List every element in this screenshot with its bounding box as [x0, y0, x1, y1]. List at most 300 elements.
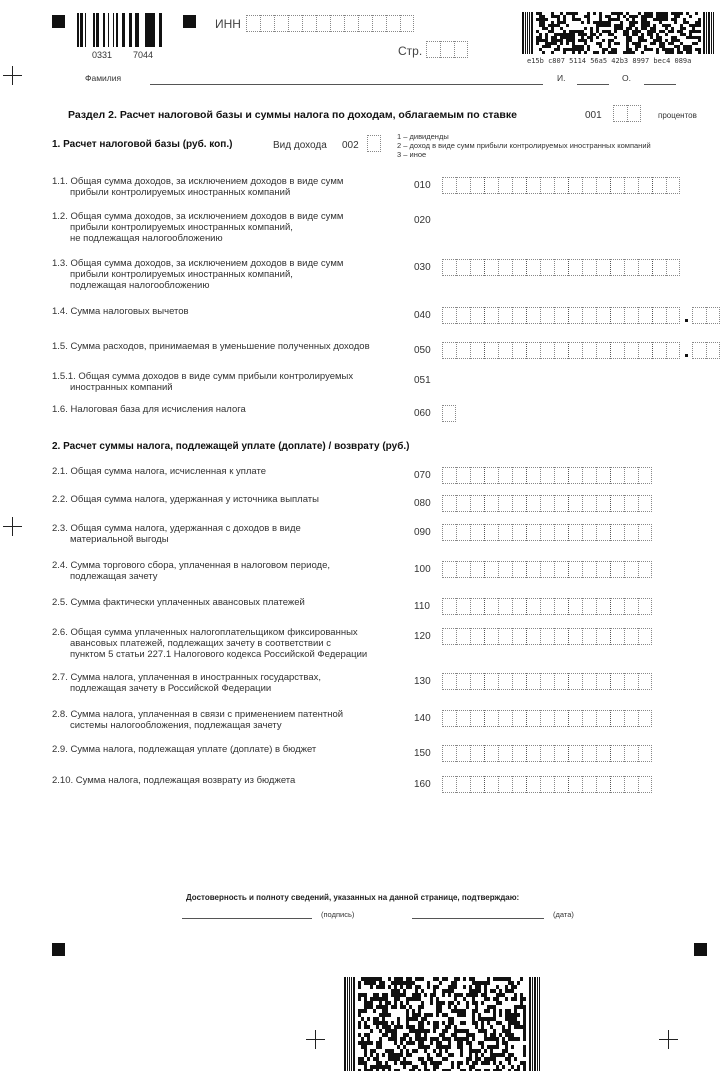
input-cell[interactable] — [498, 524, 512, 541]
input-cell[interactable] — [610, 495, 624, 512]
input-cell[interactable] — [484, 776, 498, 793]
input-cell[interactable] — [456, 495, 470, 512]
input-cell[interactable] — [442, 177, 456, 194]
input-cell[interactable] — [638, 259, 652, 276]
input-cell[interactable] — [484, 710, 498, 727]
input-cell[interactable] — [498, 598, 512, 615]
input-cell[interactable] — [638, 467, 652, 484]
input-cell[interactable] — [638, 776, 652, 793]
row-label-line: 1.2. Общая сумма доходов, за исключением доходов в виде сумм — [52, 211, 344, 222]
input-cell[interactable] — [610, 776, 624, 793]
inn-field[interactable] — [246, 15, 414, 32]
input-cell[interactable] — [624, 495, 638, 512]
input-cell[interactable] — [442, 776, 456, 793]
row-code: 150 — [414, 748, 431, 759]
input-cell[interactable] — [498, 495, 512, 512]
input-cell[interactable] — [610, 307, 624, 324]
input-cell[interactable] — [512, 524, 526, 541]
input-cell[interactable] — [442, 307, 456, 324]
input-cell[interactable] — [470, 524, 484, 541]
input-cell[interactable] — [456, 467, 470, 484]
input-cell[interactable] — [512, 673, 526, 690]
input-cell[interactable] — [706, 307, 720, 324]
input-cell[interactable] — [568, 467, 582, 484]
input-cell[interactable] — [692, 307, 706, 324]
inn-label: ИНН — [215, 17, 241, 31]
signature-field[interactable] — [182, 918, 312, 919]
input-cell[interactable] — [540, 745, 554, 762]
row-label-line: иностранных компаний — [70, 382, 173, 393]
input-cell[interactable] — [568, 628, 582, 645]
page-number-field[interactable] — [426, 41, 468, 58]
input-cell[interactable] — [568, 710, 582, 727]
input-cell[interactable] — [484, 307, 498, 324]
input-cell[interactable] — [288, 15, 302, 32]
input-cell[interactable] — [498, 307, 512, 324]
input-cell[interactable] — [610, 598, 624, 615]
date-field[interactable] — [412, 918, 544, 919]
registration-cross-icon — [659, 1030, 678, 1049]
input-cell[interactable] — [582, 710, 596, 727]
input-cell[interactable] — [568, 259, 582, 276]
input-cell[interactable] — [512, 259, 526, 276]
input-cell[interactable] — [344, 15, 358, 32]
input-cell[interactable] — [624, 307, 638, 324]
input-cell[interactable] — [568, 524, 582, 541]
input-cell[interactable] — [568, 745, 582, 762]
input-cell[interactable] — [624, 628, 638, 645]
amount-field-110[interactable] — [442, 598, 652, 615]
patronymic-initial-field[interactable] — [644, 84, 676, 85]
input-cell[interactable] — [540, 495, 554, 512]
input-cell[interactable] — [484, 628, 498, 645]
income-type-options — [397, 132, 651, 159]
input-cell[interactable] — [456, 524, 470, 541]
input-cell[interactable] — [484, 561, 498, 578]
input-cell[interactable] — [526, 307, 540, 324]
input-cell[interactable] — [442, 598, 456, 615]
input-cell[interactable] — [624, 561, 638, 578]
row-label-line: 2.9. Сумма налога, подлежащая уплате (доплате) в бюджет — [52, 744, 317, 755]
input-cell[interactable] — [470, 177, 484, 194]
input-cell[interactable] — [610, 467, 624, 484]
input-cell[interactable] — [526, 524, 540, 541]
amount-field-160[interactable] — [442, 776, 652, 793]
input-cell[interactable] — [692, 342, 706, 359]
input-cell[interactable] — [470, 776, 484, 793]
input-cell[interactable] — [498, 776, 512, 793]
amount-field-030[interactable] — [442, 259, 680, 276]
amount-field-100[interactable] — [442, 561, 652, 578]
input-cell[interactable] — [638, 307, 652, 324]
input-cell[interactable] — [568, 177, 582, 194]
input-cell[interactable] — [610, 745, 624, 762]
row-label-line: авансовых платежей, подлежащих зачету в соответствии с — [70, 638, 331, 649]
amount-field-010[interactable] — [442, 177, 680, 194]
input-cell[interactable] — [456, 776, 470, 793]
input-cell[interactable] — [440, 41, 454, 58]
amount-field-060[interactable] — [442, 405, 456, 422]
input-cell[interactable] — [568, 561, 582, 578]
input-cell[interactable] — [582, 259, 596, 276]
input-cell[interactable] — [610, 524, 624, 541]
input-cell[interactable] — [512, 561, 526, 578]
input-cell[interactable] — [367, 135, 381, 152]
name-initial-field[interactable] — [577, 84, 609, 85]
input-cell[interactable] — [540, 177, 554, 194]
input-cell[interactable] — [540, 673, 554, 690]
barcode-hash: e15b c807 5114 56a5 42b3 8997 bec4 089a — [527, 57, 692, 65]
input-cell[interactable] — [638, 561, 652, 578]
input-cell[interactable] — [554, 628, 568, 645]
kopecks-field-040[interactable] — [692, 307, 720, 324]
amount-field-130[interactable] — [442, 673, 652, 690]
row-code: 060 — [414, 408, 431, 419]
input-cell[interactable] — [554, 710, 568, 727]
input-cell[interactable] — [386, 15, 400, 32]
input-cell[interactable] — [456, 673, 470, 690]
input-cell[interactable] — [582, 628, 596, 645]
input-cell[interactable] — [442, 524, 456, 541]
section-title: Раздел 2. Расчет налоговой базы и суммы налога по доходам, облагаемым по ставке — [68, 109, 517, 121]
input-cell[interactable] — [512, 710, 526, 727]
input-cell[interactable] — [596, 745, 610, 762]
input-cell[interactable] — [582, 745, 596, 762]
input-cell[interactable] — [498, 628, 512, 645]
input-cell[interactable] — [627, 105, 641, 122]
input-cell[interactable] — [442, 710, 456, 727]
input-cell[interactable] — [512, 776, 526, 793]
input-cell[interactable] — [638, 745, 652, 762]
input-cell[interactable] — [540, 598, 554, 615]
input-cell[interactable] — [554, 776, 568, 793]
input-cell[interactable] — [540, 776, 554, 793]
input-cell[interactable] — [540, 259, 554, 276]
surname-field[interactable] — [150, 84, 543, 85]
input-cell[interactable] — [624, 745, 638, 762]
input-cell[interactable] — [470, 467, 484, 484]
input-cell[interactable] — [596, 776, 610, 793]
input-cell[interactable] — [582, 673, 596, 690]
input-cell[interactable] — [456, 177, 470, 194]
input-cell[interactable] — [638, 177, 652, 194]
input-cell[interactable] — [638, 628, 652, 645]
input-cell[interactable] — [512, 628, 526, 645]
input-cell[interactable] — [666, 307, 680, 324]
input-cell[interactable] — [484, 177, 498, 194]
input-cell[interactable] — [624, 259, 638, 276]
amount-field-150[interactable] — [442, 745, 652, 762]
input-cell[interactable] — [610, 342, 624, 359]
input-cell[interactable] — [624, 598, 638, 615]
input-cell[interactable] — [554, 561, 568, 578]
input-cell[interactable] — [624, 524, 638, 541]
rate-unit: процентов — [658, 111, 697, 120]
input-cell[interactable] — [554, 307, 568, 324]
input-cell[interactable] — [470, 495, 484, 512]
amount-field-080[interactable] — [442, 495, 652, 512]
input-cell[interactable] — [666, 259, 680, 276]
input-cell[interactable] — [582, 177, 596, 194]
input-cell[interactable] — [442, 673, 456, 690]
registration-cross-icon — [3, 517, 22, 536]
input-cell[interactable] — [442, 561, 456, 578]
input-cell[interactable] — [638, 342, 652, 359]
input-cell[interactable] — [456, 342, 470, 359]
input-cell[interactable] — [526, 561, 540, 578]
input-cell[interactable] — [512, 598, 526, 615]
input-cell[interactable] — [540, 628, 554, 645]
input-cell[interactable] — [582, 561, 596, 578]
input-cell[interactable] — [568, 495, 582, 512]
input-cell[interactable] — [610, 259, 624, 276]
input-cell[interactable] — [498, 561, 512, 578]
input-cell[interactable] — [358, 15, 372, 32]
input-cell[interactable] — [442, 259, 456, 276]
pdf417-barcode — [522, 12, 714, 54]
amount-field-040[interactable] — [442, 307, 680, 324]
input-cell[interactable] — [456, 307, 470, 324]
input-cell[interactable] — [596, 561, 610, 578]
input-cell[interactable] — [456, 598, 470, 615]
input-cell[interactable] — [526, 745, 540, 762]
input-cell[interactable] — [470, 745, 484, 762]
input-cell[interactable] — [613, 105, 627, 122]
input-cell[interactable] — [470, 710, 484, 727]
input-cell[interactable] — [442, 467, 456, 484]
input-cell[interactable] — [512, 342, 526, 359]
input-cell[interactable] — [568, 598, 582, 615]
input-cell[interactable] — [442, 495, 456, 512]
input-cell[interactable] — [596, 467, 610, 484]
input-cell[interactable] — [498, 710, 512, 727]
input-cell[interactable] — [470, 628, 484, 645]
input-cell[interactable] — [582, 776, 596, 793]
input-cell[interactable] — [498, 259, 512, 276]
income-type-field[interactable] — [367, 135, 381, 152]
input-cell[interactable] — [484, 673, 498, 690]
input-cell[interactable] — [484, 598, 498, 615]
input-cell[interactable] — [652, 259, 666, 276]
input-cell[interactable] — [498, 467, 512, 484]
input-cell[interactable] — [470, 561, 484, 578]
input-cell[interactable] — [442, 745, 456, 762]
input-cell[interactable] — [526, 628, 540, 645]
input-cell[interactable] — [610, 561, 624, 578]
input-cell[interactable] — [470, 598, 484, 615]
input-cell[interactable] — [596, 177, 610, 194]
input-cell[interactable] — [624, 177, 638, 194]
input-cell[interactable] — [582, 467, 596, 484]
marker-square-top-middle — [183, 15, 196, 28]
row-label — [52, 176, 407, 198]
input-cell[interactable] — [470, 307, 484, 324]
row-label-line: 2.7. Сумма налога, уплаченная в иностранных государствах, — [52, 672, 322, 683]
date-label: (дата) — [553, 910, 574, 919]
input-cell[interactable] — [442, 628, 456, 645]
input-cell[interactable] — [442, 405, 456, 422]
input-cell[interactable] — [582, 495, 596, 512]
input-cell[interactable] — [666, 342, 680, 359]
input-cell[interactable] — [638, 495, 652, 512]
input-cell[interactable] — [442, 342, 456, 359]
row-code: 050 — [414, 345, 431, 356]
input-cell[interactable] — [456, 710, 470, 727]
input-cell[interactable] — [638, 598, 652, 615]
input-cell[interactable] — [470, 673, 484, 690]
input-cell[interactable] — [484, 745, 498, 762]
input-cell[interactable] — [596, 673, 610, 690]
row-label-line: не подлежащая налогообложению — [70, 233, 223, 244]
row-label — [52, 494, 407, 505]
input-cell[interactable] — [246, 15, 260, 32]
row-label-line: 1.1. Общая сумма доходов, за исключением доходов в виде сумм — [52, 176, 344, 187]
input-cell[interactable] — [540, 467, 554, 484]
input-cell[interactable] — [568, 342, 582, 359]
input-cell[interactable] — [470, 342, 484, 359]
input-cell[interactable] — [512, 745, 526, 762]
name-initial-label: И. — [557, 73, 566, 83]
input-cell[interactable] — [512, 495, 526, 512]
input-cell[interactable] — [582, 598, 596, 615]
input-cell[interactable] — [498, 745, 512, 762]
registration-cross-icon — [306, 1030, 325, 1049]
input-cell[interactable] — [526, 342, 540, 359]
input-cell[interactable] — [274, 15, 288, 32]
input-cell[interactable] — [666, 177, 680, 194]
input-cell[interactable] — [484, 495, 498, 512]
input-cell[interactable] — [554, 177, 568, 194]
input-cell[interactable] — [596, 259, 610, 276]
input-cell[interactable] — [484, 342, 498, 359]
input-cell[interactable] — [568, 673, 582, 690]
input-cell[interactable] — [568, 307, 582, 324]
input-cell[interactable] — [638, 673, 652, 690]
input-cell[interactable] — [554, 495, 568, 512]
input-cell[interactable] — [554, 467, 568, 484]
input-cell[interactable] — [554, 342, 568, 359]
input-cell[interactable] — [470, 259, 484, 276]
input-cell[interactable] — [624, 673, 638, 690]
input-cell[interactable] — [526, 673, 540, 690]
input-cell[interactable] — [554, 673, 568, 690]
input-cell[interactable] — [526, 710, 540, 727]
input-cell[interactable] — [456, 259, 470, 276]
input-cell[interactable] — [400, 15, 414, 32]
input-cell[interactable] — [426, 41, 440, 58]
input-cell[interactable] — [512, 467, 526, 484]
input-cell[interactable] — [624, 776, 638, 793]
input-cell[interactable] — [596, 307, 610, 324]
input-cell[interactable] — [540, 710, 554, 727]
input-cell[interactable] — [526, 598, 540, 615]
input-cell[interactable] — [596, 495, 610, 512]
input-cell[interactable] — [512, 177, 526, 194]
amount-field-090[interactable] — [442, 524, 652, 541]
input-cell[interactable] — [706, 342, 720, 359]
kopecks-field-050[interactable] — [692, 342, 720, 359]
input-cell[interactable] — [582, 307, 596, 324]
input-cell[interactable] — [330, 15, 344, 32]
input-cell[interactable] — [540, 342, 554, 359]
input-cell[interactable] — [372, 15, 386, 32]
input-cell[interactable] — [582, 342, 596, 359]
input-cell[interactable] — [596, 710, 610, 727]
input-cell[interactable] — [554, 598, 568, 615]
input-cell[interactable] — [568, 776, 582, 793]
input-cell[interactable] — [652, 177, 666, 194]
row-label-line: 1.6. Налоговая база для исчисления налога — [52, 404, 246, 415]
input-cell[interactable] — [498, 177, 512, 194]
row-label — [52, 466, 407, 477]
input-cell[interactable] — [554, 259, 568, 276]
linear-barcode — [77, 13, 162, 47]
input-cell[interactable] — [484, 259, 498, 276]
rate-field[interactable] — [613, 105, 641, 122]
amount-field-070[interactable] — [442, 467, 652, 484]
input-cell[interactable] — [260, 15, 274, 32]
input-cell[interactable] — [610, 177, 624, 194]
input-cell[interactable] — [526, 259, 540, 276]
input-cell[interactable] — [554, 745, 568, 762]
input-cell[interactable] — [484, 467, 498, 484]
input-cell[interactable] — [596, 628, 610, 645]
input-cell[interactable] — [638, 524, 652, 541]
input-cell[interactable] — [582, 524, 596, 541]
rate-code: 001 — [585, 110, 602, 121]
input-cell[interactable] — [316, 15, 330, 32]
input-cell[interactable] — [540, 561, 554, 578]
input-cell[interactable] — [498, 673, 512, 690]
row-label-line: прибыли контролируемых иностранных компаний — [70, 187, 291, 198]
input-cell[interactable] — [526, 495, 540, 512]
input-cell[interactable] — [610, 628, 624, 645]
income-type-option: 3 – иное — [397, 150, 427, 159]
row-label — [52, 404, 407, 415]
input-cell[interactable] — [302, 15, 316, 32]
row-code: 090 — [414, 527, 431, 538]
input-cell[interactable] — [652, 307, 666, 324]
input-cell[interactable] — [526, 776, 540, 793]
input-cell[interactable] — [526, 177, 540, 194]
input-cell[interactable] — [554, 524, 568, 541]
input-cell[interactable] — [456, 628, 470, 645]
amount-field-140[interactable] — [442, 710, 652, 727]
input-cell[interactable] — [484, 524, 498, 541]
input-cell[interactable] — [526, 467, 540, 484]
input-cell[interactable] — [610, 710, 624, 727]
input-cell[interactable] — [596, 598, 610, 615]
input-cell[interactable] — [498, 342, 512, 359]
input-cell[interactable] — [610, 673, 624, 690]
amount-field-120[interactable] — [442, 628, 652, 645]
input-cell[interactable] — [624, 467, 638, 484]
amount-field-050[interactable] — [442, 342, 680, 359]
pdf417-barcode-bottom — [344, 977, 540, 1071]
input-cell[interactable] — [596, 524, 610, 541]
input-cell[interactable] — [540, 307, 554, 324]
input-cell[interactable] — [456, 561, 470, 578]
input-cell[interactable] — [624, 342, 638, 359]
input-cell[interactable] — [454, 41, 468, 58]
input-cell[interactable] — [540, 524, 554, 541]
input-cell[interactable] — [456, 745, 470, 762]
input-cell[interactable] — [624, 710, 638, 727]
input-cell[interactable] — [512, 307, 526, 324]
input-cell[interactable] — [652, 342, 666, 359]
input-cell[interactable] — [596, 342, 610, 359]
input-cell[interactable] — [638, 710, 652, 727]
